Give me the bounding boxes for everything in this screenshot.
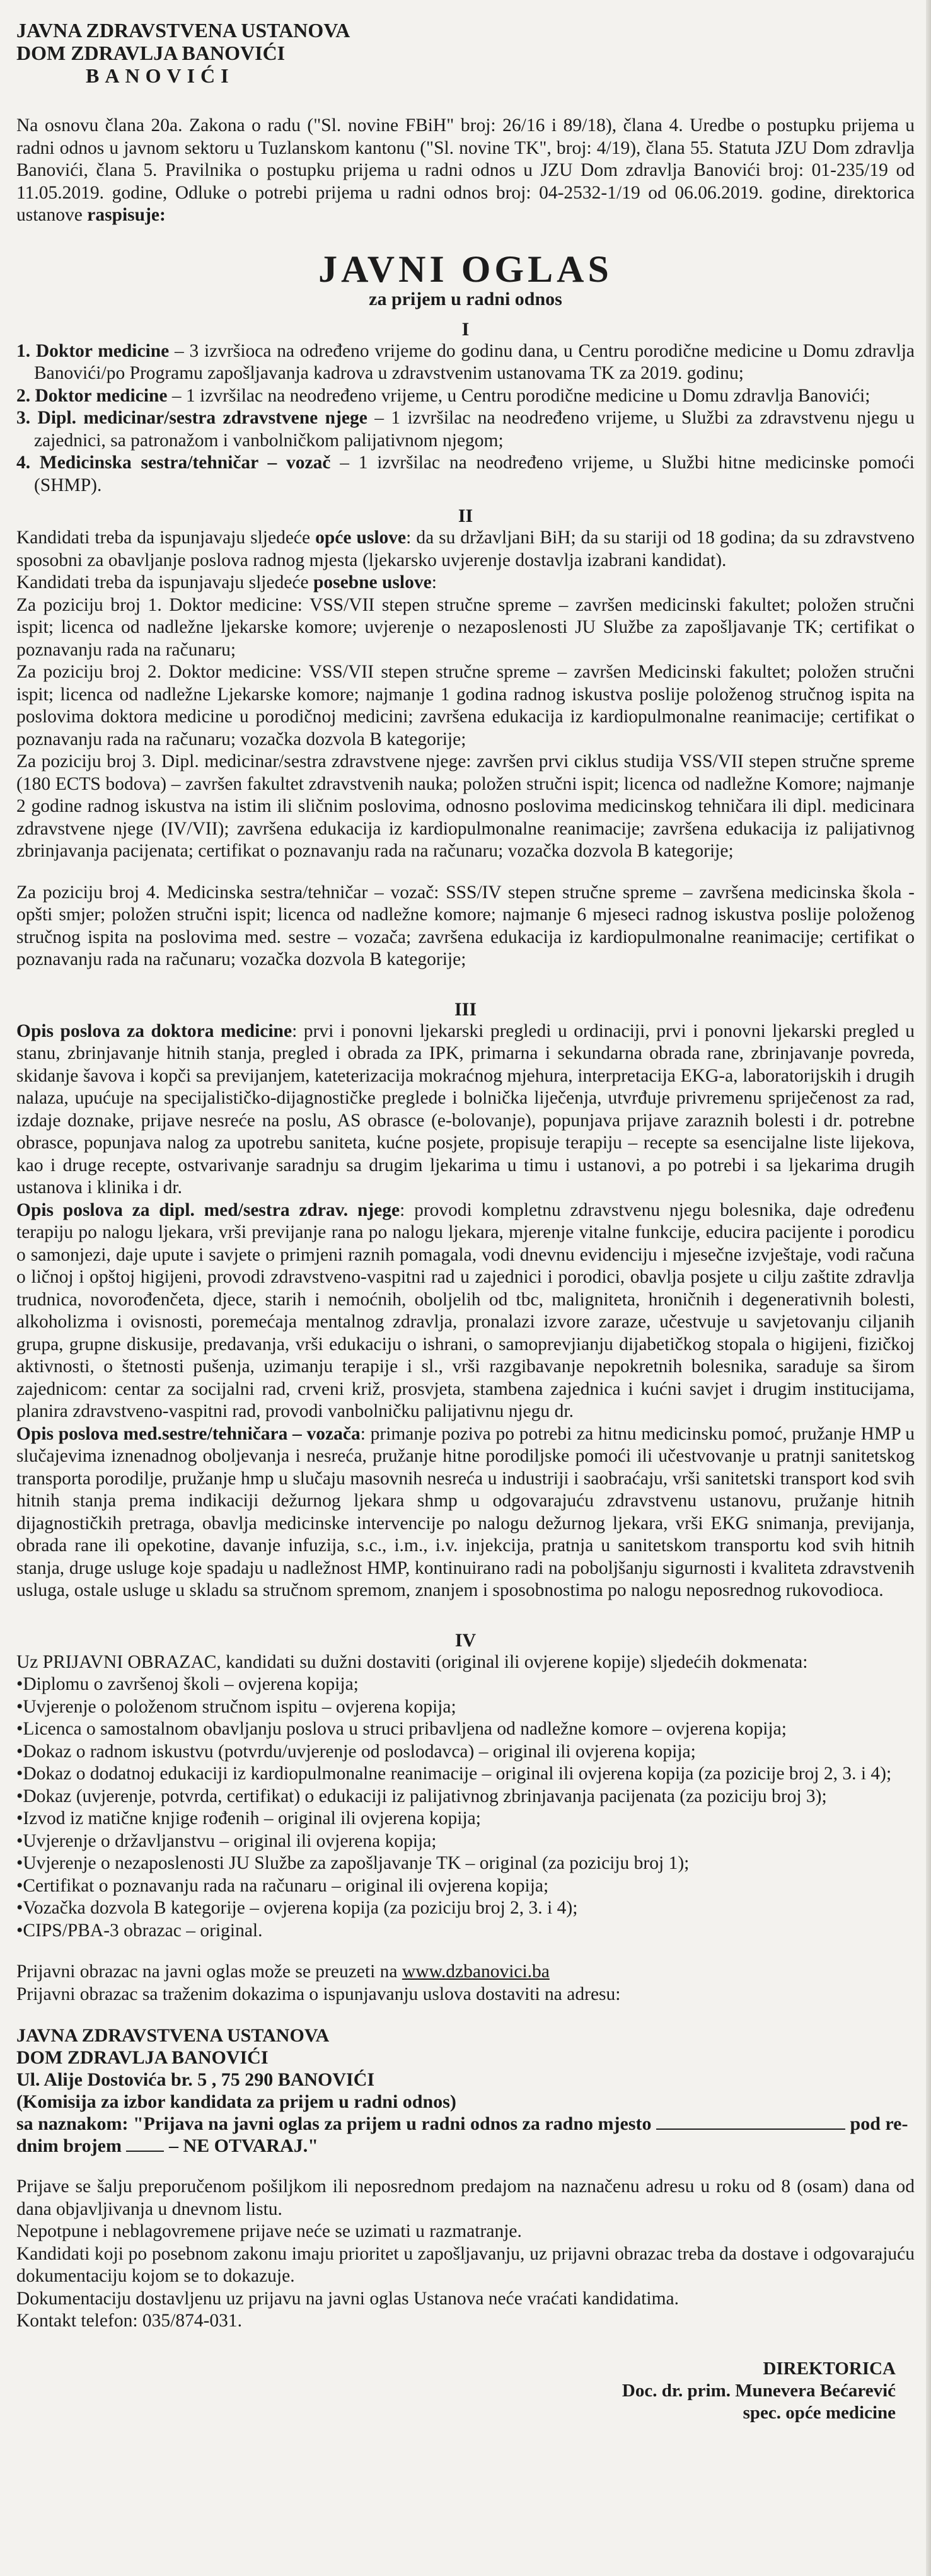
org-line-3: BANOVIĆI [86,64,234,87]
address-line-5: sa naznakom: "Prijava na javni oglas za prijem u radni odnos za radno mjesto pod re- [16,2113,908,2134]
general-conditions: Kandidati treba da ispunjavaju sljedeće opće uslove: da su državljani BiH; da su stariji od 18 godina; da su zdravstveno sposobni za obavljanje poslova radnog mjesta (ljekarsko uvjerenje dostavlja izabrani kandidat). [16,528,915,570]
document-item: • Izvod iz matične knjige rođenih – original ili ovjerena kopija; [16,1808,915,1830]
section-heading-2: II [458,505,473,526]
position-item: 1. Doktor medicine – 3 izvršioca na određeno vrijeme do godinu dana, u Centru porodične medicine u Domu zdravlja Banovići/po Programu zapošljavanja kadrova u zdravstvenim ustanovama TK za 2019. godinu; [16,340,915,383]
documents-list [16,1673,915,1942]
duties-nurse: Opis poslova za dipl. med/sestra zdrav. njege: provodi kompletnu zdravstvenu njegu bolesnika, daje određenu terapiju po nalogu ljekara, vrši previjanje rana po nalogu ljekara, mjerenje vitalne funkcije, educira pacijente i porodicu o samonjezi, daje upute i savjete o primjeni raznih pomagala, vodi dnevnu evidenciju i mjesečne izvještaje, vodi računa o ličnoj i opštoj higijeni, provodi zdravstveno-vaspitni rad u zajednici i porodici, obavlja posjete u cilju zaštite zdravlja trudnica, novorođenčeta, djece, starih i nemoćnih, oboljelih od tbc, maligniteta, hroničnih i degenerativnih bolesti, alkoholizma i ovisnosti, poremećaja mentalnog zdravlja, pronalazi izvore zaraze, učestvuje u savjetovanju ciljanih grupa, grupne diskusije, predavanja, vrši edukaciju o ishrani, o samoprevjianju dijabetičkog stopala o higijeni, fizičkoj aktivnosti, o štetnosti pušenja, uzimanju terapije i sl., vrši razgibavanje nepokretnih bolesnika, saraduje sa širom zajednicom: centar za socijalni rad, crveni križ, prosvjeta, stambena zajednica i kućni savjet i drugim institucijama, planira zdravstveno-vaspitni rad, provodi vanbolničku palijativnu njegu dr. [16,1199,915,1421]
address-line-3: Ul. Alije Dostovića br. 5 , 75 290 BANOVIĆI [16,2069,375,2090]
contact-phone: Kontakt telefon: 035/874-031. [16,2311,243,2331]
org-line-1: JAVNA ZDRAVSTVENA USTANOVA [16,19,350,42]
announcement-subtitle: za prijem u radni odnos [369,288,562,309]
submit-info: Prijavni obrazac sa traženim dokazima o ispunjavanju uslova dostaviti na adresu: [16,1984,621,2004]
address-line-6: dnim brojem – NE OTVARAJ." [16,2135,318,2156]
closing-paragraph-4: Dokumentaciju dostavljenu uz prijavu na javni oglas Ustanova neće vraćati kandidatima. [16,2288,679,2309]
duties-doctor: Opis poslova za doktora medicine: prvi i ponovni ljekarski pregledi u ordinaciji, prvi i ponovni ljekarski pregled u stanu, zbrinjavanje hitnih stanja, pregled i obrada za IPK, primarna i sekundarna obrada rane, zbrinjavanje povreda, skidanje šavova i kopči sa previjanjem, kateterizacija mokraćnog mjehura, interpretacija EKG-a, laboratorijskih i drugih nalaza, upućuje na specijalističko-dijagnostičke preglede i bolnička liječenja, utvrđuje privremenu spriječenost za rad, izdaje doznake, prijave nesreće na poslu, AS obrasce (e-bolovanje), popunjava prijave zaraznih bolesti i dr. potrebne obrasce, popunjava nalog za upotrebu saniteta, kućne posjete, propisuje terapiju – recepte sa esencijalne liste lijekova, kao i druge recepte, ostvarivanje saradnju sa drugim ljekarima u timu i ustanovi, a po potrebi i sa ljekarima drugih ustanova i klinika i dr. [16,1020,915,1198]
position-item: 4. Medicinska sestra/tehničar – vozač – 1 izvršilac na neodređeno vrijeme, u Službi hitne medicinske pomoći (SHMP). [16,453,915,495]
signature-title: spec. opće medicine [743,2402,896,2423]
special-conditions-intro: Kandidati treba da ispunjavaju sljedeće posebne uslove: [16,572,437,592]
closing-paragraph-3: Kandidati koji po posebnom zakonu imaju prioritet u zapošljavanju, uz prijavni obrazac treba da dostave i odgovarajuću dokumentaciju kojom se to dokazuje. [16,2243,915,2286]
conditions-position-4: Za poziciju broj 4. Medicinska sestra/tehničar – vozač: SSS/IV stepen stručne spreme – završena medicinska škola - opšti smjer; položen stručni ispit; licenca od nadležne komore; najmanje 6 mjeseci radnog iskustva poslije položenog stručnog ispita na poslovima med. sestre – vozača; završena edukacija iz kardiopulmonalne reanimacije; certifikat o poznavanju rada na računaru; vozačka dozvola B kategorije; [16,882,915,969]
mailing-address [16,2024,915,2157]
blank-field-number [126,2151,164,2152]
closing-paragraph-2: Nepotpune i neblagovremene prijave neće se uzimati u razmatranje. [16,2221,522,2241]
document-item: • Uvjerenje o položenom stručnom ispitu – ovjerena kopija; [16,1696,915,1719]
document-item: • Dokaz o radnom iskustvu (potvrdu/uvjerenje od poslodavca) – original ili ovjerena kopija; [16,1741,915,1764]
download-info: Prijavni obrazac na javni oglas može se preuzeti na www.dzbanovici.ba [16,1961,550,1982]
address-line-2: DOM ZDRAVLJA BANOVIĆI [16,2047,269,2068]
document-item: • Uvjerenje o državljanstvu – original ili ovjerena kopija; [16,1830,915,1853]
positions-list [16,340,915,497]
conditions-position-1: Za poziciju broj 1. Doktor medicine: VSS/VII stepen stručne spreme – završen medicinski fakultet; položen stručni ispit; licenca od nadležne ljekarske komore; uvjerenje o nezaposlenosti JU Službe za zapošljavanje TK; certifikat o poznavanju rada na računaru; [16,594,915,660]
closing-paragraph-1: Prijave se šalju preporučenom pošiljkom ili neposrednom predajom na naznačenu adresu u roku od 8 (osam) dana od dana objavljivanja u dnevnom listu. [16,2176,915,2219]
intro-bold-word: raspisuje: [87,205,166,225]
signature-role: DIREKTORICA [763,2358,896,2379]
section-heading-3: III [454,998,477,1020]
duties-nurse-driver: Opis poslova med.sestre/tehničara – vozača: primanje poziva po potrebi za hitnu medicinsku pomoć, pružanje HMP u slučajevima iznenadnog oboljevanja i nesreća, pružanje hitne porodiljske pomoći ili učestvovanje u pratnji sanitetskog transporta porodilje, pružanje hmp u slučaju masovnih nesreća u industriji i saobraćaju, vrši sanitetski transport kod svih hitnih stanja prema indikaciji dežurnog ljekara shmp u odgovarajuću zdravstvenu ustanovu, pružanje hitnih dijagnostičkih pretraga, obavlja medicinske intervencije po nalogu dežurnog ljekara, vrši EKG snimanja, previjanja, obrada rane ili opekotine, davanje infuzija, s.c., i.m., i.v. injekcija, pratnja u sanitetskom transportu kod svih hitnih stanja, druge usluge koje spadaju u nadležnost HMP, kontinuirano radi na poboljšanju sigurnosti i kvaliteta zdravstvenih usluga, ostale usluge u skladu sa stručnom spremom, znanjem i sposobnostima po nalogu neposrednog rukovodioca. [16,1423,915,1600]
document-item: • Certifikat o poznavanju rada na računaru – original ili ovjerena kopija; [16,1875,915,1898]
position-item: 2. Doktor medicine – 1 izvršilac na neodređeno vrijeme, u Centru porodične medicine u Domu zdravlja Banovići; [16,385,870,406]
document-item: • Dokaz o dodatnoj edukaciji iz kardiopulmonalne reanimacije – original ili ovjerena kopija (za pozicije broj 2, 3. i 4); [16,1763,915,1786]
section-heading-4: IV [454,1629,477,1651]
document-item: • Vozačka dozvola B kategorije – ovjerena kopija (za poziciju broj 2, 3. i 4); [16,1897,915,1920]
document-item: • Diplomu o završenoj školi – ovjerena kopija; [16,1673,915,1696]
signature-name: Doc. dr. prim. Munevera Bećarević [622,2380,896,2401]
document-item: • Licenca o samostalnom obavljanju poslova u struci pribavljena od nadležne komore – ovjerena kopija; [16,1718,915,1741]
address-line-4: (Komisija za izbor kandidata za prijem u radni odnos) [16,2091,456,2112]
intro-paragraph [16,115,915,227]
documents-intro: Uz PRIJAVNI OBRAZAC, kandidati su dužni dostaviti (original ili ovjerene kopije) sljedećih dokmenata: [16,1651,808,1672]
blank-field-position [656,2128,845,2130]
org-line-2: DOM ZDRAVLJA BANOVIĆI [16,42,286,64]
intro-text: Na osnovu člana 20a. Zakona o radu ("Sl. novine FBiH" broj: 26/16 i 89/18), člana 4. Uredbe o postupku prijema u radni odnos u javnom sektoru u Tuzlanskom kantonu ("Sl. novine TK", broj: 4/19), člana 55. Statuta JZU Dom zdravlja Banovići, člana 5. Pravilnika o postupku prijema u radni odnos u JZU Dom zdravlja Banovići broj: 01-235/19 od 11.05.2019. godine, Odluke o potrebi prijema u radni odnos broj: 04-2532-1/19 od 06.06.2019. godine, direktorica ustanove [16,115,915,225]
position-item: 3. Dipl. medicinar/sestra zdravstvene njege – 1 izvršilac na neodređeno vrijeme, u Službi za zdravstvenu njegu u zajednici, sa patronažom i vanbolničkom palijativnom njegom; [16,408,915,451]
signature-block [16,2358,915,2424]
announcement-title: JAVNI OGLAS [318,248,613,290]
conditions-position-2: Za poziciju broj 2. Doktor medicine: VSS/VII stepen stručne spreme – završen Medicinski fakultet; položen stručni ispit; licenca od nadležne Ljekarske komore; najmanje 1 godina radnog iskustva poslije položenog stručnog ispita na poslovima doktora medicine u porodičnoj medicini; završena edukacija iz kardiopulmonalne reanimacije; certifikat o poznavanju rada na računaru; vozačka dozvola B kategorije; [16,662,915,749]
section-heading-1: I [461,318,470,340]
conditions-position-3: Za poziciju broj 3. Dipl. medicinar/sestra zdravstvene njege: završen prvi ciklus studija VSS/VII stepen stručne spreme (180 ECTS bodova) – završen fakultet zdravstvenih nauka; položen stručni ispit; licenca od nadležne Komore; najmanje 2 godine radnog iskustva na istim ili sličnim poslovima, odnosno poslovima medicinskog tehničara ili dipl. medicinara zdravstvene njege (IV/VII); završena edukacija iz kardiopulmonalne reanimacije; završena edukacija iz palijativnog zbrinjavanja pacijenata; certifikat o poznavanju rada na računaru; vozačka dozvola B kategorije; [16,751,915,861]
document-item: • CIPS/PBA-3 obrazac – original. [16,1920,915,1943]
document-item: • Dokaz (uvjerenje, potvrda, certifikat) o edukaciji iz palijativnog zbrinjavanja pacijenata (za poziciju broj 3); [16,1786,915,1808]
document-item: • Uvjerenje o nezaposlenosti JU Službe za zapošljavanje TK – original (za poziciju broj 1); [16,1852,915,1875]
address-line-1: JAVNA ZDRAVSTVENA USTANOVA [16,2025,330,2046]
website-link[interactable]: www.dzbanovici.ba [402,1961,550,1982]
organization-header [16,19,915,87]
